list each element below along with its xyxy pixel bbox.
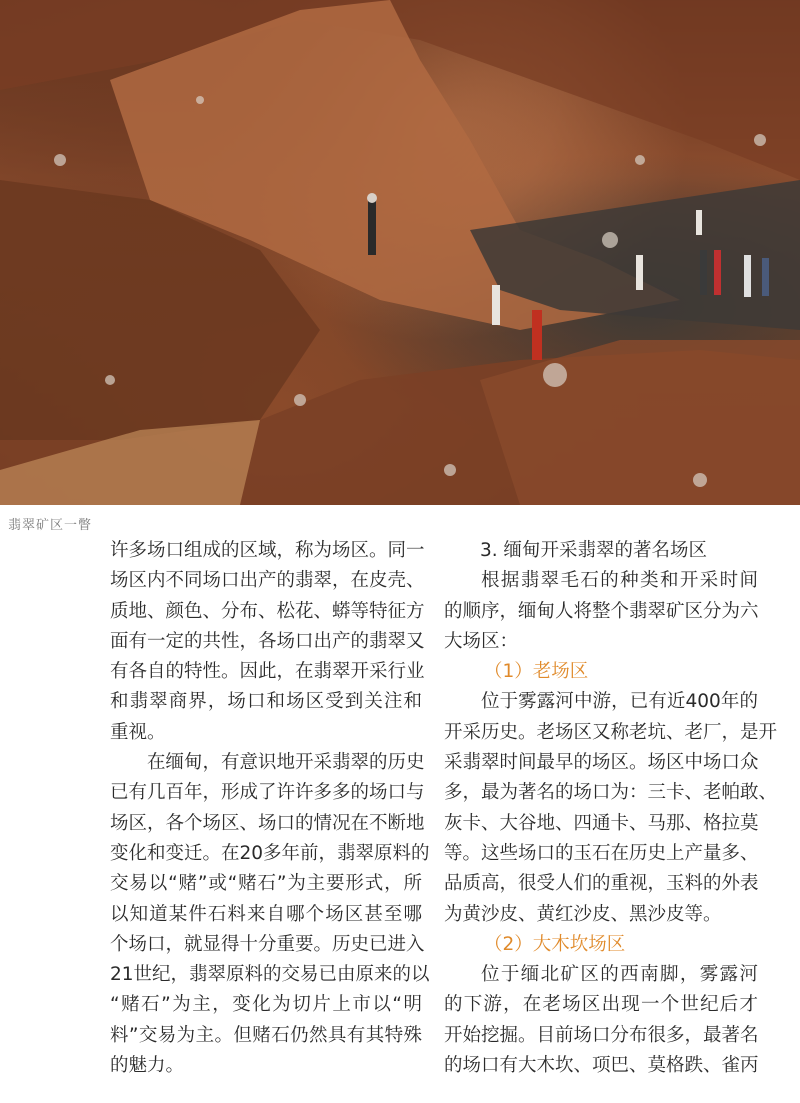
text-line: 的魅力。 bbox=[110, 1055, 185, 1077]
text-line: 交易以“赌”或“赌石”为主要形式，所 bbox=[110, 873, 422, 895]
subheading-damukan-field: （2）大木坎场区 bbox=[484, 933, 626, 955]
text-line: 以知道某件石料来自哪个场区甚至哪 bbox=[110, 903, 422, 925]
photo-caption: 翡翠矿区一瞥 bbox=[8, 518, 93, 533]
text-line: 位于雾露河中游，已有近400年的 bbox=[481, 691, 758, 713]
text-line: 和翡翠商界，场口和场区受到关注和 bbox=[110, 691, 422, 713]
text-line: 为黄沙皮、黄红沙皮、黑沙皮等。 bbox=[444, 903, 722, 925]
text-line: 场区内不同场口出产的翡翠，在皮壳、 bbox=[110, 570, 425, 592]
text-line: 开始挖掘。目前场口分布很多，最著名 bbox=[444, 1024, 759, 1046]
text-line: 灰卡、大谷地、四通卡、马那、格拉莫 bbox=[444, 812, 759, 834]
text-line: 采翡翠时间最早的场区。场区中场口众 bbox=[444, 752, 759, 774]
text-line: 面有一定的共性，各场口出产的翡翠又 bbox=[110, 630, 425, 652]
text-line: 有各自的特性。因此，在翡翠开采行业 bbox=[110, 661, 425, 683]
text-line: “赌石”为主，变化为切片上市以“明 bbox=[110, 994, 422, 1016]
text-line: 的下游，在老场区出现一个世纪后才 bbox=[444, 994, 758, 1016]
intro-paragraph bbox=[444, 566, 758, 657]
old-field-paragraph bbox=[444, 687, 778, 929]
right-column bbox=[444, 536, 778, 1081]
text-line: 的顺序，缅甸人将整个翡翠矿区分为六 bbox=[444, 600, 759, 622]
mining-area-illustration bbox=[0, 0, 800, 505]
text-line: 在缅甸，有意识地开采翡翠的历史 bbox=[147, 752, 425, 774]
text-line: 场区，各个场区、场口的情况在不断地 bbox=[110, 812, 425, 834]
text-line: 已有几百年，形成了许许多多的场口与 bbox=[110, 782, 425, 804]
text-line: 21世纪，翡翠原料的交易已由原来的以 bbox=[110, 964, 430, 986]
text-line: 许多场口组成的区域，称为场区。同一 bbox=[110, 540, 425, 561]
left-column bbox=[110, 536, 430, 1081]
text-line: 个场口，就显得十分重要。历史已进入 bbox=[110, 933, 425, 955]
subheading-old-field: （1）老场区 bbox=[484, 661, 589, 683]
text-line: 位于缅北矿区的西南脚，雾露河 bbox=[481, 964, 758, 986]
paragraph-2 bbox=[110, 748, 430, 1081]
text-line: 重视。 bbox=[110, 721, 166, 743]
text-line: 质地、颜色、分布、松花、蟒等特征方 bbox=[110, 600, 425, 622]
text-line: 开采历史。老场区又称老坑、老厂，是开 bbox=[444, 721, 778, 743]
text-line: 大场区： bbox=[444, 630, 519, 652]
text-line: 根据翡翠毛石的种类和开采时间 bbox=[481, 570, 758, 592]
paragraph-1 bbox=[110, 536, 425, 748]
text-line: 变化和变迁。在20多年前，翡翠原料的 bbox=[110, 842, 430, 864]
text-line: 多，最为著名的场口为：三卡、老帕敢、 bbox=[444, 782, 778, 804]
text-line: 等。这些场口的玉石在历史上产量多、 bbox=[444, 842, 759, 864]
damukan-field-paragraph bbox=[444, 960, 758, 1081]
text-line: 的场口有大木坎、项巴、莫格跌、雀丙 bbox=[444, 1055, 759, 1077]
text-line: 料”交易为主。但赌石仍然具有其特殊 bbox=[110, 1024, 422, 1046]
mining-area-photo bbox=[0, 0, 800, 505]
section-heading: 3. 缅甸开采翡翠的著名场区 bbox=[480, 540, 708, 561]
text-line: 品质高，很受人们的重视，玉料的外表 bbox=[444, 873, 759, 895]
